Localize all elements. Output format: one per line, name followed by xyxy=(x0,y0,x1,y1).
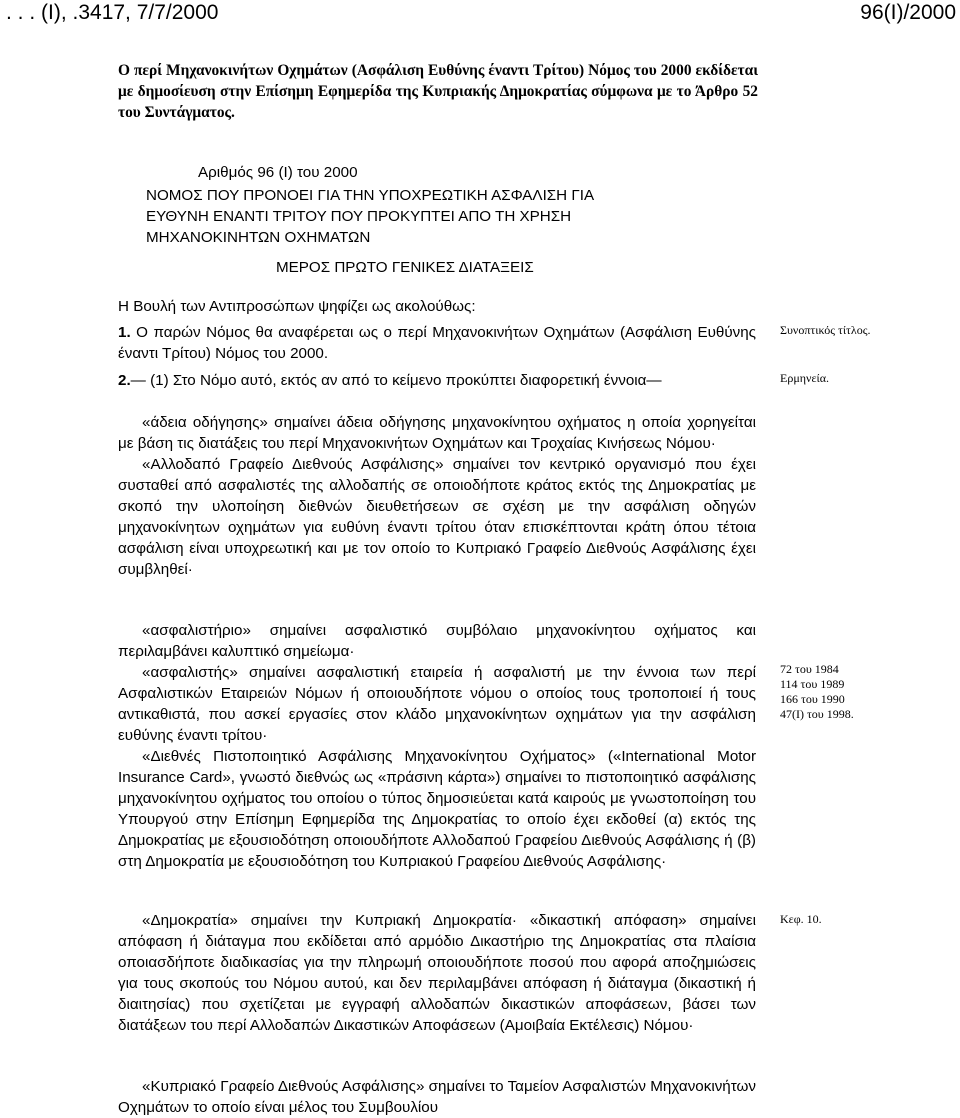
definitions-block-2 xyxy=(118,620,756,746)
margin-law-ref: 114 του 1989 xyxy=(780,677,845,691)
header-publication-info: . . . (Ι), .3417, 7/7/2000 xyxy=(6,1,219,24)
margin-law-ref: 166 του 1990 xyxy=(780,692,845,706)
header-law-number: 96(Ι)/2000 xyxy=(860,1,956,24)
margin-note-laws xyxy=(780,662,854,722)
margin-law-ref: 72 του 1984 xyxy=(780,662,839,676)
law-title-line: ΝΟΜΟΣ ΠΟΥ ΠΡΟΝΟΕΙ ΓΙΑ ΤΗΝ ΥΠΟΧΡΕΩΤΙΚΗ ΑΣΦΑΛΙΣΗ ΓΙΑ xyxy=(146,187,595,204)
definition-paragraph: «ασφαλιστήριο» σημαίνει ασφαλιστικό συμβόλαιο μηχανοκίνητου οχήματος και περιλαμβάνει καλυπτικό σημείωμα· xyxy=(118,622,756,660)
section-2 xyxy=(118,370,756,391)
section-text: — (1) Στο Νόμο αυτό, εκτός αν από το κείμενο προκύπτει διαφορετική έννοια— xyxy=(130,372,662,389)
definition-paragraph: «Δημοκρατία» σημαίνει την Κυπριακή Δημοκρατία· «δικαστική απόφαση» σημαίνει απόφαση ή διάταγμα που εκδίδεται από αρμόδιο Δικαστήριο της Δημοκρατίας στα πλαίσια οποιασδήποτε διαδικασίας για την πληρωμή οποιουδήποτε ποσού που αφορά αποζημιώσεις για τους σκοπούς του Νόμου αυτού, και δεν περιλαμβάνει απόφαση ή διάταγμα (δικαστική ή διαιτησίας) που σχετίζεται με εγγραφή αλλοδαπών δικαστικών αποφάσεων, βάσει των διατάξεων του περί Αλλοδαπών Δικαστικών Αποφάσεων (Αμοιβαία Εκτέλεσις) Νόμου· xyxy=(118,912,756,1034)
intro-paragraph: Ο περί Μηχανοκινήτων Οχημάτων (Ασφάλιση Ευθύνης έναντι Τρίτου) Νόμος του 2000 εκδίδεται με δημοσίευση στην Επίσημη Εφημερίδα της Κυπριακής Δημοκρατίας σύμφωνα με το Άρθρο 52 του Συντάγματος. xyxy=(118,62,758,121)
definition-paragraph: «Κυπριακό Γραφείο Διεθνούς Ασφάλισης» σημαίνει το Ταμείον Ασφαλιστών Μηχανοκινήτων Οχημάτων το οποίο είναι μέλος του Συμβουλίου xyxy=(118,1078,756,1116)
section-text: Ο παρών Νόμος θα αναφέρεται ως ο περί Μηχανοκινήτων Οχημάτων (Ασφάλιση Ευθύνης έναντι Τρίτου) Νόμος του 2000. xyxy=(118,324,756,362)
law-title-line: ΜΗΧΑΝΟΚΙΝΗΤΩΝ ΟΧΗΜΑΤΩΝ xyxy=(146,229,371,246)
section-1 xyxy=(118,322,756,364)
part-heading: ΜΕΡΟΣ ΠΡΩΤΟ ΓΕΝΙΚΕΣ ΔΙΑΤΑΞΕΙΣ xyxy=(276,259,534,276)
margin-note-chapter: Κεφ. 10. xyxy=(780,912,822,926)
definition-paragraph: «Αλλοδαπό Γραφείο Διεθνούς Ασφάλισης» σημαίνει τον κεντρικό οργανισμό που έχει συσταθεί από ασφαλιστές της αλλοδαπής σε οποιοδήποτε κράτος εκτός της Δημοκρατίας με σκοπό την υλοποίηση διεθνών διευθετήσεων σε σχέση με την ασφάλιση οδηγών μηχανοκίνητων οχημάτων για ευθύνη έναντι τρίτου όταν επισκέπτονται κράτη όπου τέτοια ασφάλιση είναι υποχρεωτική και με τον οποίο το Κυπριακό Γραφείο Διεθνούς Ασφάλισης έχει συμβληθεί· xyxy=(118,456,756,578)
definitions-block-3 xyxy=(118,746,756,872)
law-title-line: ΕΥΘΥΝΗ ΕΝΑΝΤΙ ΤΡΙΤΟΥ ΠΟΥ ΠΡΟΚΥΠΤΕΙ ΑΠΟ ΤΗ ΧΡΗΣΗ xyxy=(146,208,572,225)
law-number: Αριθμός 96 (Ι) του 2000 xyxy=(198,164,358,181)
definition-paragraph: «άδεια οδήγησης» σημαίνει άδεια οδήγησης μηχανοκίνητου οχήματος η οποία χορηγείται με βάση τις διατάξεις του περί Μηχανοκινήτων Οχημάτων και Τροχαίας Κινήσεως Νόμου· xyxy=(118,414,756,452)
section-number: 1. xyxy=(118,324,131,341)
definitions-block-4 xyxy=(118,910,756,1036)
definition-paragraph: «ασφαλιστής» σημαίνει ασφαλιστική εταιρεία ή ασφαλιστή με την έννοια των περί Ασφαλιστικών Εταιρειών Νόμων ή οποιουδήποτε νόμου ο οποίος τους τροποποιεί ή τους αντικαθιστά, που ασκεί εργασίες στον κλάδο μηχανοκίνητων οχημάτων για την ασφάλιση ευθύνης έναντι τρίτου· xyxy=(118,664,756,744)
enacting-formula: Η Βουλή των Αντιπροσώπων ψηφίζει ως ακολούθως: xyxy=(118,298,476,315)
law-title-block xyxy=(146,162,594,248)
section-number: 2. xyxy=(118,372,131,389)
definition-paragraph: «Διεθνές Πιστοποιητικό Ασφάλισης Μηχανοκίνητου Οχήματος» («International Motor Insurance Card», γνωστό διεθνώς ως «πράσινη κάρτα») σημαίνει το πιστοποιητικό ασφάλισης μηχανοκίνητου οχήματος του οποίου ο τύπος δημοσιεύεται κατά καιρούς με γνωστοποίηση του Υπουργού στην Επίσημη Εφημερίδα της Δημοκρατίας το οποίο έχει εκδοθεί (α) εκτός της Δημοκρατίας με εξουσιοδότηση οποιουδήποτε Αλλοδαπού Γραφείου Διεθνούς Ασφάλισης ή (β) στη Δημοκρατία με εξουσιοδότηση του Κυπριακού Γραφείου Διεθνούς Ασφάλισης· xyxy=(118,748,756,870)
definitions-block-5 xyxy=(118,1076,756,1118)
definitions-block-1 xyxy=(118,412,756,580)
margin-note-short-title: Συνοπτικός τίτλος. xyxy=(780,323,871,337)
margin-law-ref: 47(Ι) του 1998. xyxy=(780,707,854,721)
margin-note-interpretation: Ερμηνεία. xyxy=(780,371,830,385)
